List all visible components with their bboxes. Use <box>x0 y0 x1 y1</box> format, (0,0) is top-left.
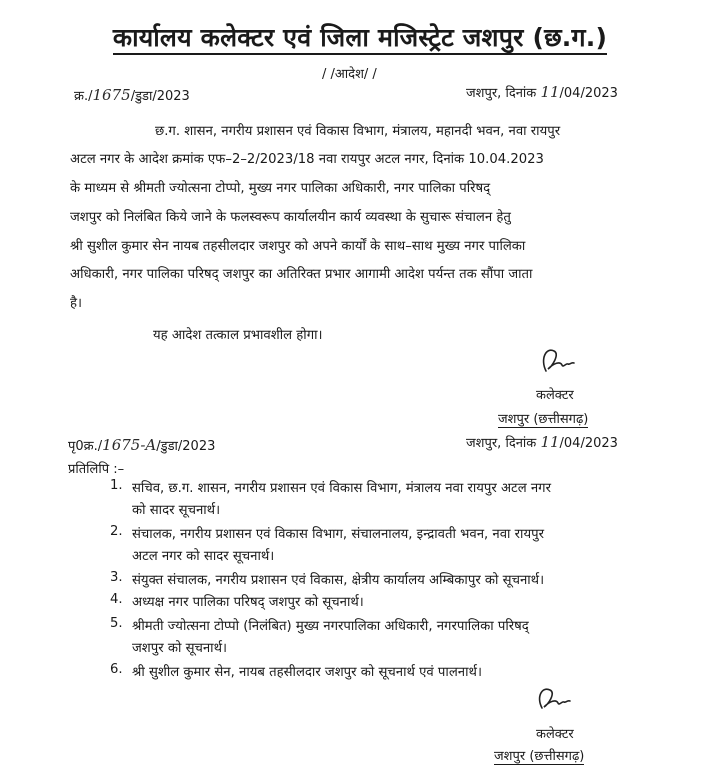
list-item-number: 2. <box>110 524 123 539</box>
copy-to-list <box>110 478 670 684</box>
list-item <box>110 662 670 684</box>
list-item-line: श्री सुशील कुमार सेन, नायब तहसीलदार जशपुर को सूचनार्थ एवं पालनार्थ। <box>132 665 482 680</box>
office-title-text: कार्यालय कलेक्टर एवं जिला मजिस्ट्रेट जशपुर (छ.ग.) <box>113 23 607 55</box>
list-item-line: संचालक, नगरीय प्रशासन एवं विकास विभाग, संचालनालय, इन्द्रावती भवन, नवा रायपुर <box>132 527 545 542</box>
office-title <box>0 20 720 54</box>
signature-2-mark <box>534 684 574 714</box>
list-item-number: 4. <box>110 592 123 607</box>
body-line-2: अटल नगर के आदेश क्रमांक एफ–2–2/2023/18 नवा रायपुर अटल नगर, दिनांक 10.04.2023 <box>70 152 544 167</box>
list-item-line: अटल नगर को सादर सूचनार्थ। <box>132 549 275 564</box>
order-ref-suffix: /डुडा/2023 <box>130 89 190 104</box>
list-item <box>110 478 670 522</box>
signature-2-place-text: जशपुर (छत्तीसगढ़) <box>494 749 585 764</box>
order-reference <box>74 86 190 104</box>
order-heading: / /आदेश/ / <box>322 67 377 82</box>
copy-ref-prefix: पृ0क्र./ <box>68 439 103 454</box>
copy-ref-handwritten-number: 1675-A <box>102 436 157 454</box>
list-item-line: अध्यक्ष नगर पालिका परिषद् जशपुर को सूचनार्थ। <box>132 595 364 610</box>
order-ref-handwritten-number: 1675 <box>92 86 131 104</box>
copy-ref-suffix: /डुडा/2023 <box>156 439 216 454</box>
body-line-3: के माध्यम से श्रीमती ज्योत्सना टोप्पो, मुख्य नगर पालिका अधिकारी, नगर पालिका परिषद् <box>70 181 491 196</box>
list-item-line: सचिव, छ.ग. शासन, नगरीय प्रशासन एवं विकास विभाग, मंत्रालय नवा रायपुर अटल नगर <box>132 481 551 496</box>
list-item-line: को सादर सूचनार्थ। <box>132 503 221 518</box>
list-item <box>110 592 670 614</box>
signature-1-designation: कलेक्टर <box>536 388 574 403</box>
body-line-4: जशपुर को निलंबित किये जाने के फलस्वरूप कार्यालयीन कार्य व्यवस्था के सुचारू संचालन हेतु <box>70 210 511 225</box>
signature-1-place-text: जशपुर (छत्तीसगढ़) <box>498 412 589 427</box>
list-item <box>110 616 670 660</box>
order-date <box>466 83 618 101</box>
order-date-rest: /04/2023 <box>559 86 618 101</box>
order-date-handwritten-day: 11 <box>540 83 560 101</box>
copy-date <box>466 433 618 451</box>
signature-2-designation: कलेक्टर <box>536 727 574 742</box>
order-date-label: जशपुर, दिनांक <box>466 86 537 101</box>
signature-1-place <box>498 409 588 427</box>
body-line-7: है। <box>70 296 83 311</box>
list-item-number: 6. <box>110 662 123 677</box>
effect-line: यह आदेश तत्काल प्रभावशील होगा। <box>153 328 323 343</box>
order-ref-prefix: क्र./ <box>74 89 93 104</box>
signature-1-mark <box>538 345 578 377</box>
list-item-number: 5. <box>110 616 123 631</box>
list-item-number: 1. <box>110 478 123 493</box>
list-item <box>110 570 670 592</box>
list-item-line: जशपुर को सूचनार्थ। <box>132 641 228 656</box>
copy-reference <box>68 436 215 454</box>
body-line-1: छ.ग. शासन, नगरीय प्रशासन एवं विकास विभाग, मंत्रालय, महानदी भवन, नवा रायपुर <box>155 124 561 139</box>
signature-2-place <box>494 746 584 764</box>
copy-date-handwritten-day: 11 <box>540 433 560 451</box>
copy-to-label: प्रतिलिपि :– <box>68 462 125 477</box>
body-line-6: अधिकारी, नगर पालिका परिषद् जशपुर का अतिरिक्त प्रभार आगामी आदेश पर्यन्त तक सौंपा जाता <box>70 267 533 282</box>
body-line-5: श्री सुशील कुमार सेन नायब तहसीलदार जशपुर को अपने कार्यों के साथ–साथ मुख्य नगर पालिका <box>70 239 526 254</box>
list-item-number: 3. <box>110 570 123 585</box>
list-item <box>110 524 670 568</box>
copy-date-rest: /04/2023 <box>559 436 618 451</box>
copy-date-label: जशपुर, दिनांक <box>466 436 537 451</box>
list-item-line: श्रीमती ज्योत्सना टोप्पो (निलंबित) मुख्य नगरपालिका अधिकारी, नगरपालिका परिषद् <box>132 619 529 634</box>
list-item-line: संयुक्त संचालक, नगरीय प्रशासन एवं विकास, क्षेत्रीय कार्यालय अम्बिकापुर को सूचनार्थ। <box>132 573 545 588</box>
